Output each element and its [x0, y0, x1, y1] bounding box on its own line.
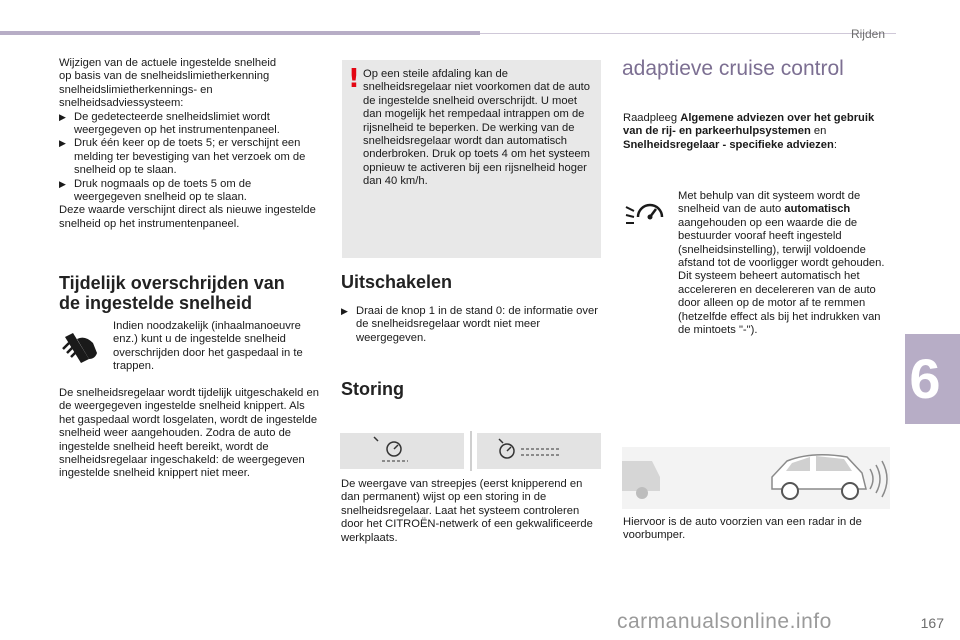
- chapter-tab: [905, 334, 960, 424]
- bullet-marker-icon: ▶: [59, 178, 66, 189]
- reference-link: Algemene adviezen over het gebruik van de rij- en parkeerhulpsystemen: [623, 112, 875, 138]
- panel-divider: [470, 431, 472, 471]
- bullet-marker-icon: ▶: [341, 306, 348, 316]
- reference-link: Snelheidsregelaar - specifieke adviezen: [623, 138, 834, 151]
- chapter-number: 6: [909, 347, 941, 410]
- outro-text: Deze waarde verschijnt direct als nieuwe ingestelde snelheid op het instrumentenpaneel.: [59, 204, 316, 230]
- intro-line: snelheidslimietherkennings- en: [59, 83, 213, 96]
- header-rule: [480, 33, 896, 34]
- cruise-fault-icon: [340, 433, 464, 469]
- page-number: 167: [920, 615, 944, 631]
- warning-icon: !: [348, 64, 360, 94]
- off-bullet: ▶ Draai de knop 1 in de stand 0: de informatie over de snelheidsregelaar wordt niet meer weergegeven.: [341, 305, 598, 344]
- bullet-item: ▶ Druk nogmaals op de toets 5 om de weergegeven snelheid op te slaan.: [59, 177, 252, 204]
- fault-display-panel-2: [477, 433, 601, 469]
- fault-display-panel-1: [340, 433, 464, 469]
- bullet-item: ▶ De gedetecteerde snelheidslimiet wordt weergegeven op het instrumentenpaneel.: [59, 110, 280, 137]
- header-bar: [0, 31, 480, 35]
- bullet-item: ▶ Druk één keer op de toets 5; er verschijnt een melding ter bevestiging van het verzoek om de snelheid op te slaan.: [59, 137, 306, 177]
- bullet-marker-icon: ▶: [59, 111, 66, 122]
- watermark: carmanualsonline.info: [617, 610, 832, 633]
- overspeed-body: De snelheidsregelaar wordt tijdelijk uitgeschakeld en de weergegeven ingestelde snelheid knippert. Als het gaspedaal wordt losgelaten, wordt de ingestelde snelheid weer aangehouden. Zodra de auto de ingestelde snelheid heeft bereikt, wordt de snelheidsregelaar ingeschakeld: de weergegeven ingestelde snelheid knippert niet meer.: [59, 387, 319, 480]
- fault-body: De weergave van streepjes (eerst knipperend en dan permanent) wijst op een storing in de snelheidsregelaar. Laat het systeem controleren door het CITROËN-netwerk of een gekwalificeerde werkplaats.: [341, 478, 593, 544]
- intro-line: Wijzigen van de actuele ingestelde snelheid: [59, 57, 277, 69]
- acc-description: Met behulp van dit systeem wordt de snelheid van de auto automatisch aangehouden op een waarde die de bestuurder vooraf heeft ingesteld (snelheidsinstelling), terwijl voldoende afstand tot de voorligger wordt gehouden. Dit systeem beheert automatisch het accelereren en decelereren van de auto door alleen op de motor af te remmen (hetzelfde effect als bij het indrukken van de mintoets "-").: [678, 190, 885, 337]
- overspeed-heading: Tijdelijk overschrijden van de ingestelde snelheid: [59, 273, 285, 313]
- adaptive-cruise-icon: [624, 193, 668, 233]
- intro-line: snelheidsadviessysteem:: [59, 97, 184, 110]
- fault-heading: Storing: [341, 379, 404, 399]
- intro-line: op basis van de snelheidslimietherkenning: [59, 70, 270, 83]
- overspeed-icon-text: Indien noodzakelijk (inhaalmanoeuvre enz.) kunt u de ingestelde snelheid overschrijden door het gaspedaal in te trappen.: [113, 320, 303, 373]
- speed-limit-column: [59, 57, 321, 231]
- bullet-marker-icon: ▶: [59, 138, 66, 149]
- section-name: Rijden: [850, 27, 885, 41]
- cruise-fault-icon: [477, 433, 601, 469]
- reference-text: Raadpleeg Algemene adviezen over het gebruik van de rij- en parkeerhulpsystemen en Snelheidsregelaar - specifieke adviezen:: [623, 112, 875, 151]
- accelerator-pedal-icon: [59, 325, 103, 369]
- off-heading: Uitschakelen: [341, 272, 453, 292]
- radar-text: Hiervoor is de auto voorzien van een radar in de voorbumper.: [623, 516, 862, 542]
- car-radar-illustration: [622, 447, 890, 509]
- warning-text: Op een steile afdaling kan de snelheidsregelaar niet voorkomen dat de auto de ingestelde snelheid overschrijdt. U moet dan mogelijk het rempedaal intrappen om de rijsnelheid te beperken. De werking van de snelheidsregelaar wordt dan automatisch onderbroken. Druk op toets 4 om het systeem opnieuw te activeren bij een rijsnelheid hoger dan 40 km/h.: [363, 68, 591, 188]
- warning-box: [342, 60, 601, 258]
- acc-title: adaptieve cruise control: [622, 57, 844, 80]
